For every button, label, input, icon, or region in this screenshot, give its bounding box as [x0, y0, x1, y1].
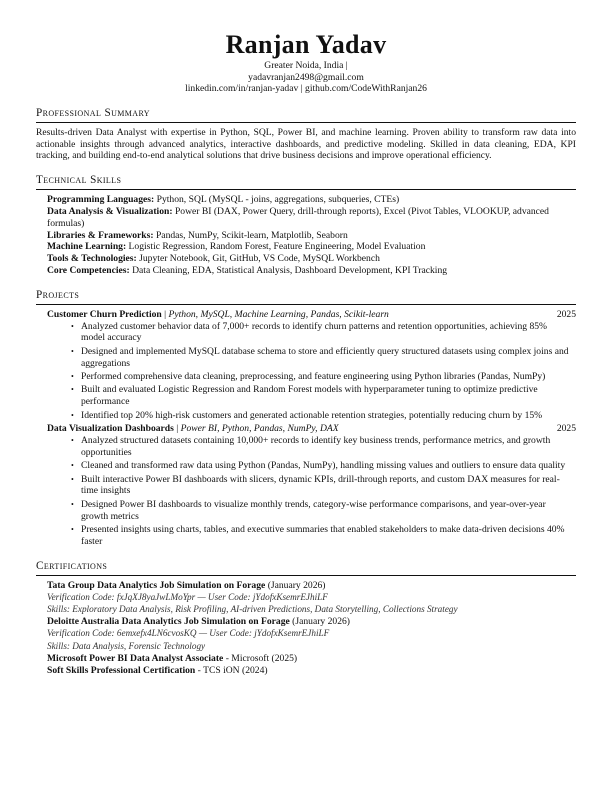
skill-label: Programming Languages: [47, 194, 155, 206]
skill-label: Core Competencies: [47, 264, 130, 276]
certification-detail: - Microsoft (2025) [223, 652, 298, 664]
skill-value: Jupyter Notebook, Git, GitHub, VS Code, MySQL Workbench [136, 253, 380, 265]
project-tech: Power BI, Python, Pandas, NumPy, DAX [180, 423, 339, 435]
skills-section [36, 174, 576, 277]
section-title: Technical Skills [36, 174, 122, 187]
certification-skills: Skills: Data Analysis, Forensic Technology [47, 640, 206, 651]
section-divider [36, 189, 576, 190]
section-title: Professional Summary [36, 106, 150, 119]
skill-row [47, 230, 576, 242]
summary-text: Results-driven Data Analyst with expertise in Python, SQL, Power BI, and machine learning. Proven ability to transform raw data into actionable insights through advanced analytics, interactive dashboards, and predictive modeling. Skilled in data cleaning, EDA, KPI tracking, and building end-to-end analytical solutions that drive business decisions and improve operational efficiency. [36, 126, 576, 162]
project-bullets [47, 435, 576, 548]
certification-name: Soft Skills Professional Certification [47, 664, 196, 676]
project-bullets [47, 321, 576, 422]
skill-row [47, 206, 576, 230]
certification-name: Deloitte Australia Data Analytics Job Simulation on Forage [47, 616, 290, 628]
bullet-item: • Designed Power BI dashboards to visualize monthly trends, category-wise performance comparisons, and year-over-year growth metrics [81, 499, 576, 523]
project-name: Customer Churn Prediction [47, 308, 162, 320]
section-divider [36, 304, 576, 305]
skill-row [47, 241, 576, 253]
project-header [47, 423, 576, 435]
github-link[interactable]: github.com/CodeWithRanjan26 [305, 83, 427, 95]
separator: | [161, 308, 169, 320]
email-link[interactable]: yadavranjan2498@gmail.com [248, 71, 364, 83]
contact-location: Greater Noida, India | [264, 60, 348, 71]
certification-name: Tata Group Data Analytics Job Simulation on Forage [47, 579, 266, 591]
bullet-item: • Cleaned and transformed raw data using Python (Pandas, NumPy), handling missing values and outliers to ensure data quality [81, 460, 576, 472]
linkedin-link[interactable]: linkedin.com/in/ranjan-yadav [185, 83, 299, 95]
project-tech: Python, MySQL, Machine Learning, Pandas, Scikit-learn [168, 308, 389, 320]
skill-label: Data Analysis & Visualization: [47, 205, 173, 217]
certification-title-row [47, 616, 576, 628]
verification-code: Verification Code: 6emxefx4LN6cvosKQ — User Code: jYdofxKsemrEJhiLF [47, 628, 330, 639]
certification-title-row [47, 665, 576, 677]
bullet-item: • Built interactive Power BI dashboards with slicers, dynamic KPIs, drill-through reports, and custom DAX measures for real-time insights [81, 474, 576, 498]
skill-value: Data Cleaning, EDA, Statistical Analysis, Dashboard Development, KPI Tracking [129, 264, 448, 276]
certifications-section [36, 560, 576, 677]
certification-title-row [47, 580, 576, 592]
section-divider [36, 575, 576, 576]
skill-row [47, 253, 576, 265]
separator: | [298, 83, 306, 95]
skill-value: Logistic Regression, Random Forest, Feature Engineering, Model Evaluation [126, 241, 426, 253]
skill-value: Power BI (DAX, Power Query, drill-through reports), Excel (Pivot Tables, VLOOKUP, advanced formulas) [47, 205, 549, 229]
certification-detail: (January 2026) [265, 579, 326, 591]
skill-label: Machine Learning: [47, 241, 127, 253]
bullet-item: • Identified top 20% high-risk customers and generated actionable retention strategies, potentially reducing churn by 15% [81, 410, 576, 422]
project-year: 2025 [556, 423, 576, 435]
contact-links [36, 83, 576, 95]
section-title: Certifications [36, 559, 108, 572]
skill-label: Libraries & Frameworks: [47, 229, 154, 241]
bullet-item: • Built and evaluated Logistic Regression and Random Forest models with hyperparameter tuning to optimize predictive performance [81, 384, 576, 408]
project-title-line [47, 309, 389, 321]
skill-label: Tools & Technologies: [47, 253, 137, 265]
bullet-item: • Analyzed structured datasets containing 10,000+ records to identify key business trends, performance metrics, and growth opportunities [81, 435, 576, 459]
projects-section [36, 289, 576, 548]
certification-detail: (January 2026) [289, 616, 350, 628]
resume-page [36, 30, 576, 677]
section-title: Projects [36, 288, 80, 301]
certification-detail: - TCS iON (2024) [195, 664, 268, 676]
section-divider [36, 122, 576, 123]
bullet-item: • Analyzed customer behavior data of 7,000+ records to identify churn patterns and retention opportunities, achieving 85% model accuracy [81, 321, 576, 345]
certification-name: Microsoft Power BI Data Analyst Associate [47, 652, 224, 664]
project-year: 2025 [556, 308, 576, 320]
project-header [47, 309, 576, 321]
certification-skills: Skills: Exploratory Data Analysis, Risk Profiling, AI-driven Predictions, Data Storytelling, Collections Strategy [47, 604, 458, 615]
verification-code: Verification Code: fxJqXJ8yaJwLMoYpr — User Code: jYdofxKsemrEJhiLF [47, 591, 328, 602]
bullet-item: • Designed and implemented MySQL database schema to store and efficiently query structured datasets using complex joins and aggregations [81, 346, 576, 370]
bullet-item: • Performed comprehensive data cleaning, preprocessing, and feature engineering using Python libraries (Pandas, NumPy) [81, 371, 576, 383]
skill-row [47, 265, 576, 277]
project-name: Data Visualization Dashboards [47, 423, 174, 435]
skill-row [47, 194, 576, 206]
separator: | [173, 423, 181, 435]
certification-title-row [47, 653, 576, 665]
skill-value: Python, SQL (MySQL - joins, aggregations, subqueries, CTEs) [154, 194, 400, 206]
bullet-item: • Presented insights using charts, tables, and executive summaries that enabled stakeholders to make data-driven decisions 40% faster [81, 524, 576, 548]
candidate-name: Ranjan Yadav [225, 30, 387, 59]
summary-section [36, 107, 576, 162]
skill-value: Pandas, NumPy, Scikit-learn, Matplotlib, Seaborn [153, 229, 348, 241]
project-title-line [47, 423, 339, 435]
